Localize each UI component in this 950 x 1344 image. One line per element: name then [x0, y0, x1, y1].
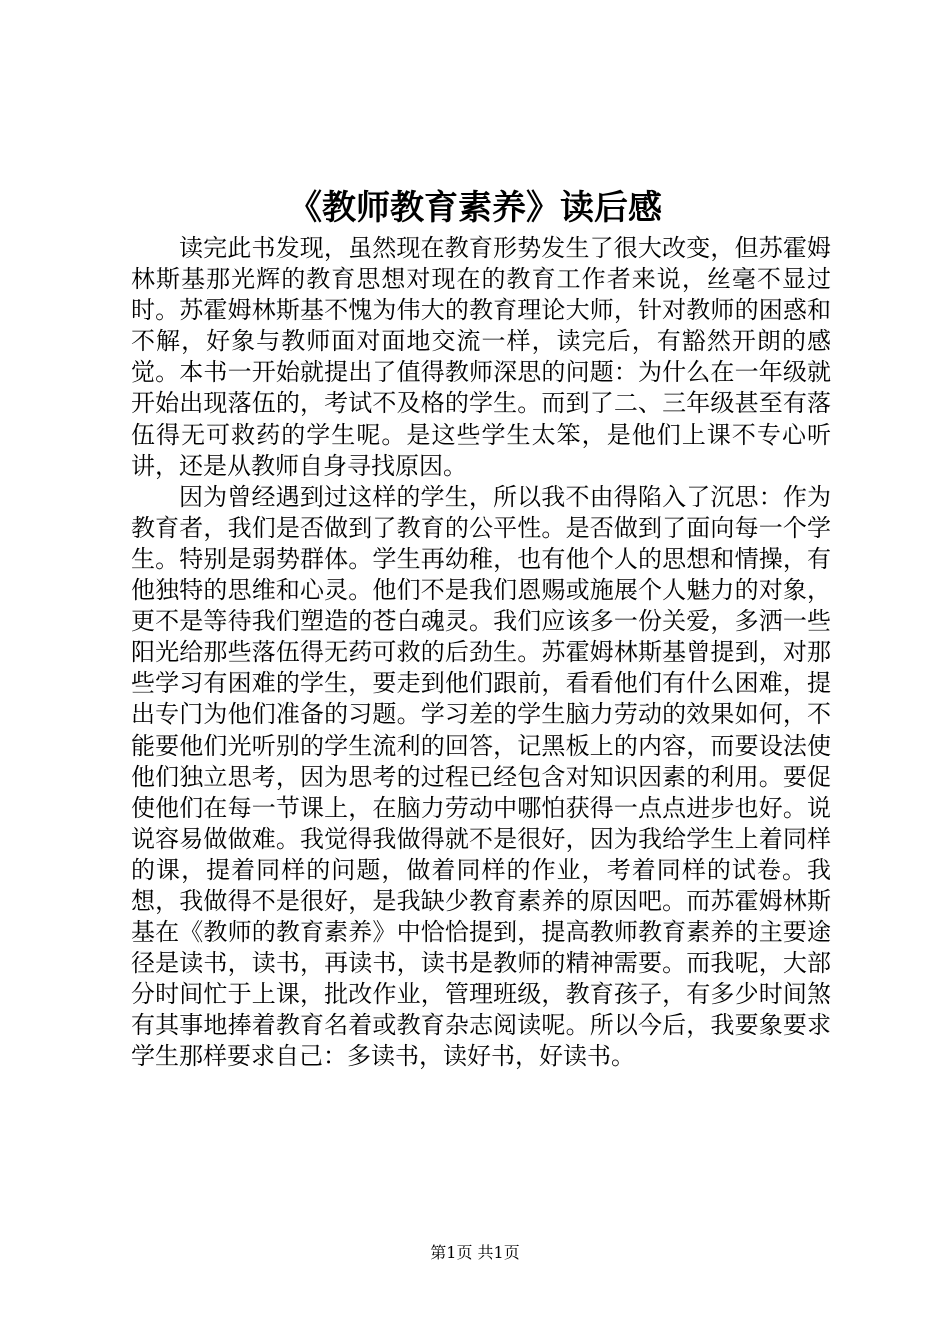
document-title: 《教师教育素养》读后感 [288, 188, 662, 228]
paragraph-1: 读完此书发现，虽然现在教育形势发生了很大改变，但苏霍姆林斯基那光辉的教育思想对现在的教育工作者来说，丝毫不显过时。苏霍姆林斯基不愧为伟大的教育理论大师，针对教师的困惑和不解，好象与教师面对面地交流一样，读完后，有豁然开朗的感觉。本书一开始就提出了值得教师深思的问题：为什么在一年级就开始出现落伍的，考试不及格的学生。而到了二、三年级甚至有落伍得无可救药的学生呢。是这些学生太笨，是他们上课不专心听讲，还是从教师自身寻找原因。 [131, 234, 831, 480]
paragraph-2: 因为曾经遇到过这样的学生，所以我不由得陷入了沉思：作为教育者，我们是否做到了教育的公平性。是否做到了面向每一个学生。特别是弱势群体。学生再幼稚，也有他个人的思想和情操，有他独特的思维和心灵。他们不是我们恩赐或施展个人魅力的对象，更不是等待我们塑造的苍白魂灵。我们应该多一份关爱，多洒一些阳光给那些落伍得无药可救的后劲生。苏霍姆林斯基曾提到，对那些学习有困难的学生，要走到他们跟前，看看他们有什么困难，提出专门为他们准备的习题。学习差的学生脑力劳动的效果如何，不能要他们光听别的学生流利的回答，记黑板上的内容，而要设法使他们独立思考，因为思考的过程已经包含对知识因素的利用。要促使他们在每一节课上，在脑力劳动中哪怕获得一点点进步也好。说说容易做做难。我觉得我做得就不是很好，因为我给学生上着同样的课，提着同样的问题，做着同样的作业，考着同样的试卷。我想，我做得不是很好，是我缺少教育素养的原因吧。而苏霍姆林斯基在《教师的教育素养》中恰恰提到，提高教师教育素养的主要途径是读书，读书，再读书，读书是教师的精神需要。而我呢，大部分时间忙于上课，批改作业，管理班级，教育孩子，有多少时间煞有其事地捧着教育名着或教育杂志阅读呢。所以今后，我要象要求学生那样要求自己：多读书，读好书，好读书。 [131, 482, 831, 1071]
page-footer: 第1页 共1页 [430, 1243, 520, 1262]
document-body [131, 233, 831, 1073]
